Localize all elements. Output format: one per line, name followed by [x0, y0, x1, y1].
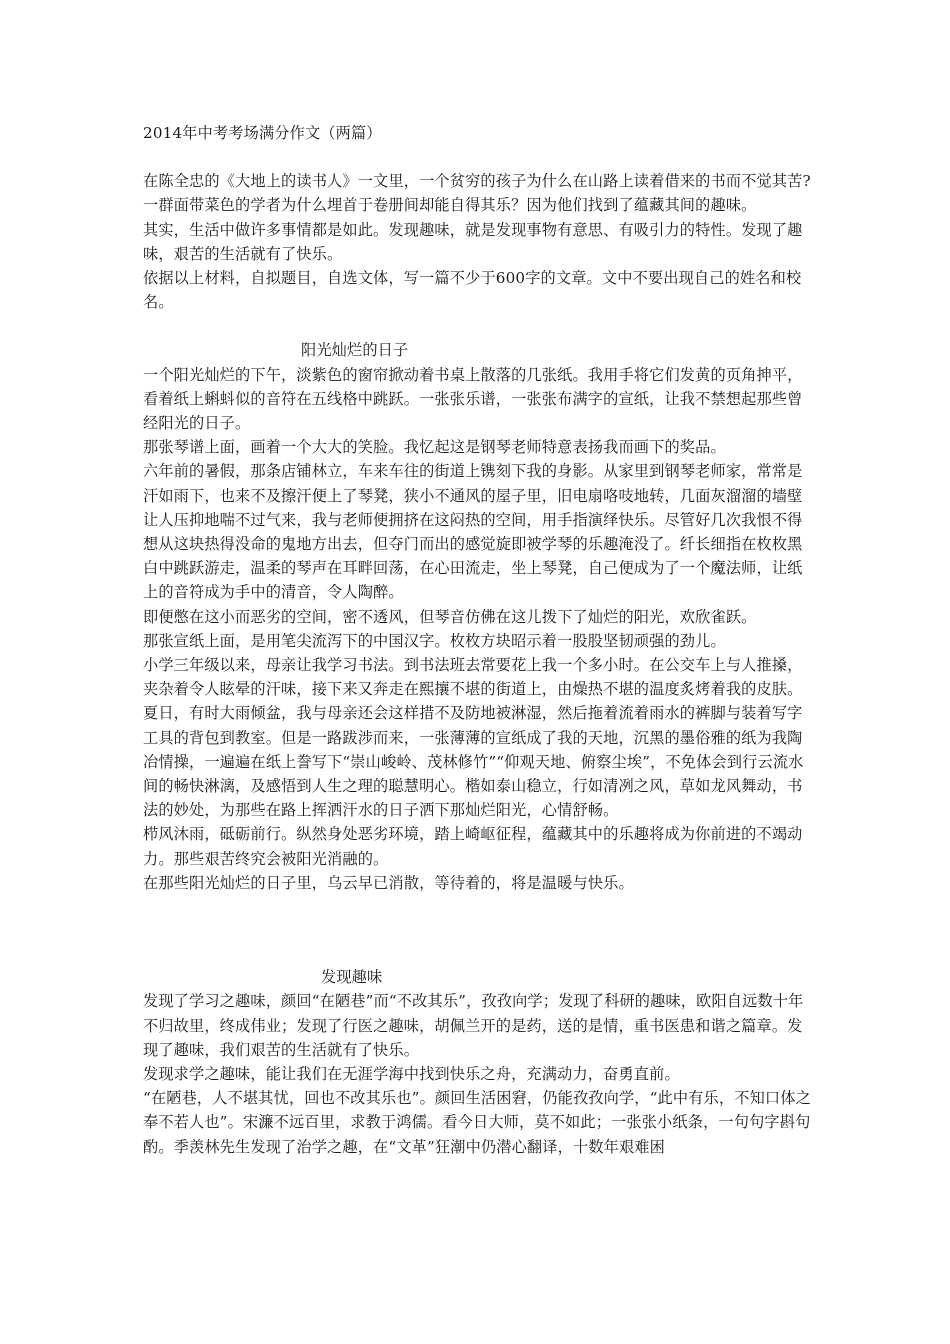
essay2-title: 发现趣味 [321, 968, 383, 987]
essay1-paragraph: 在那些阳光灿烂的日子里，乌云早已消散，等待着的，将是温暖与快乐。 [143, 873, 634, 892]
document-body [143, 121, 813, 1159]
essay1-paragraph: 那张宣纸上面，是用笔尖流泻下的中国汉字。枚枚方块昭示着一股股坚韧顽强的劲儿。 [143, 631, 726, 650]
spacer [143, 943, 813, 965]
document-title: 2014年中考考场满分作文（两篇） [143, 124, 382, 142]
essay2-paragraph: “在陋巷，人不堪其忧，回也不改其乐也”。颜回生活困窘，仍能孜孜向学，“此中有乐，不知口体之奉不若人也”。宋濂不远百里，求教于鸿儒。看今日大师，莫不如此；一张张小纸条，一句句字斟句酌。季羡林先生发现了治学之趣，在“文革”狂潮中仍潜心翻译，十数年艰难困 [143, 1089, 811, 1156]
essay1-paragraph: 那张琴谱上面，画着一个大大的笑脸。我忆起这是钢琴老师特意表扬我而画下的奖品。 [143, 438, 726, 457]
spacer [143, 895, 813, 943]
spacer [143, 314, 813, 338]
prompt-paragraph: 其实，生活中做许多事情都是如此。发现趣味，就是发现事物有意思、有吸引力的特性。发现了趣味，艰苦的生活就有了快乐。 [143, 220, 803, 263]
essay1-paragraph: 一个阳光灿烂的下午，淡紫色的窗帘掀动着书桌上散落的几张纸。我用手将它们发黄的页角抻平，看着纸上蝌蚪似的音符在五线格中跳跃。一张张乐谱，一张张布满字的宣纸，让我不禁想起那些曾经阳光的日子。 [143, 365, 803, 433]
essay1-paragraph: 栉风沐雨，砥砺前行。纵然身处恶劣环境，踏上崎岖征程，蕴藏其中的乐趣将成为你前进的不竭动力。那些艰苦终究会被阳光消融的。 [143, 825, 803, 868]
essay2-paragraph: 发现了学习之趣味，颜回“在陋巷”而“不改其乐”，孜孜向学；发现了科研的趣味，欧阳自远数十年不归故里，终成伟业；发现了行医之趣味，胡佩兰开的是药，送的是情，重书医患和谐之篇章。发现了趣味，我们艰苦的生活就有了快乐。 [143, 992, 804, 1059]
prompt-paragraph: 在陈全忠的《大地上的读书人》一文里，一个贫穷的孩子为什么在山路上读着借来的书而不觉其苦?一群面带菜色的学者为什么埋首于卷册间却能自得其乐？因为他们找到了蕴藏其间的趣味。 [143, 172, 811, 215]
essay2-paragraph: 发现求学之趣味，能让我们在无涯学海中找到快乐之舟，充满动力，奋勇直前。 [143, 1064, 680, 1083]
prompt-paragraph: 依据以上材料，自拟题目，自选文体，写一篇不少于600字的文章。文中不要出现自己的姓名和校名。 [143, 269, 802, 312]
essay1-paragraph: 小学三年级以来，母亲让我学习书法。到书法班去常要花上我一个多小时。在公交车上与人推搡，夹杂着令人眩晕的汗味，接下来又奔走在熙攘不堪的街道上，由燥热不堪的温度炙烤着我的皮肤。夏日，有时大雨倾盆，我与母亲还会这样措不及防地被淋湿，然后拖着流着雨水的裤脚与装着写字工具的背包到教室。但是一路跋涉而来，一张薄薄的宣纸成了我的天地，沉黑的墨俗雅的纸为我陶冶情操，一遍遍在纸上誊写下“崇山峻岭、茂林修竹”“仰观天地、俯察尘埃”，不免体会到行云流水间的畅快淋漓，及感悟到人生之理的聪慧明心。楷如泰山稳立，行如清冽之风，草如龙风舞动，书法的妙处，为那些在路上挥洒汗水的日子洒下那灿烂阳光，心情舒畅。 [143, 656, 804, 820]
essay1-paragraph: 六年前的暑假，那条店铺林立，车来车往的街道上镌刻下我的身影。从家里到钢琴老师家，常常是汗如雨下，也来不及擦汗便上了琴凳，狭小不通风的屋子里，旧电扇咯吱地转，几面灰溜溜的墙壁让人压抑地喘不过气来，我与老师便拥挤在这闷热的空间，用手指演绎快乐。尽管好几次我恨不得想从这块热得没命的鬼地方出去，但夺门而出的感觉旋即被学琴的乐趣淹没了。纤长细指在枚枚黑白中跳跃游走，温柔的琴声在耳畔回荡，在心田流走，坐上琴凳，自己便成为了一个魔法师，让纸上的音符成为手中的清音，令人陶醉。 [143, 462, 803, 602]
essay1-paragraph: 即便憋在这小而恶劣的空间，密不透风，但琴音仿佛在这儿拨下了灿烂的阳光，欢欣雀跃。 [143, 607, 757, 626]
essay1-title: 阳光灿烂的日子 [301, 341, 409, 360]
